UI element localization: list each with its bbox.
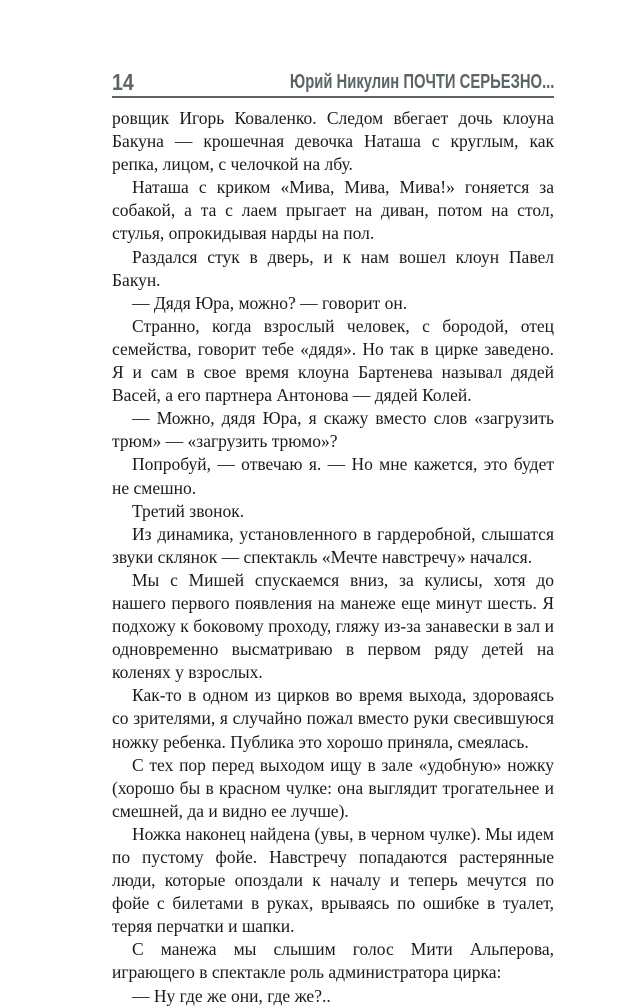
paragraph: Странно, когда взрослый человек, с бородой, отец семейства, говорит тебе «дядя». Но так в цирке заведено. Я и сам в свое время клоуна Бартенева называл дядей Васей, а его партнера Антонова — дядей Колей. [112,315,554,406]
paragraph: — Дядя Юра, можно? — говорит он. [132,292,408,313]
paragraph: Попробуй, — отвечаю я. — Но мне кажется, это будет не смешно. [112,454,554,498]
running-title: Юрий Никулин ПОЧТИ СЕРЬЕЗНО... [289,71,554,93]
paragraph: Как-то в одном из цирков во время выхода, здороваясь со зрителями, я случайно пожал вместо руки свесившуюся ножку ребенка. Публика это хорошо приняла, смеялась. [112,685,554,752]
paragraph: — Можно, дядя Юра, я скажу вместо слов «загрузить трюм» — «загрузить трюмо»? [112,408,554,452]
paragraph: Ножка наконец найдена (увы, в черном чулке). Мы идем по пустому фойе. Навстречу попадаются растерянные люди, которые опоздали к началу и теперь мечутся по фойе с билетами в руках, врываясь по ошибке в туалет, теряя перчатки и шапки. [112,823,554,937]
paragraph: — Ну где же они, где же?.. [132,985,331,1006]
page-header [112,60,554,94]
page-number: 14 [112,69,134,95]
paragraph: Раздался стук в дверь, и к нам вошел клоун Павел Бакун. [112,246,554,290]
paragraph: Наташа с криком «Мива, Мива, Мива!» гоняется за собакой, а та с лаем прыгает на диван, потом на стол, стулья, опрокидывая нарды на пол. [112,177,554,244]
body-text [112,107,554,1008]
paragraph: Из динамика, установленного в гардеробной, слышатся звуки склянок — спектакль «Мечте навстречу» начался. [112,523,554,567]
paragraph: ровщик Игорь Коваленко. Следом вбегает дочь клоуна Бакуна — крошечная девочка Наташа с круглым, как репка, лицом, с челочкой на лбу. [112,108,554,175]
header-rule [112,96,554,98]
paragraph: С манежа мы слышим голос Мити Альперова, играющего в спектакле роль администратора цирка: [112,939,554,983]
paragraph: Мы с Мишей спускаемся вниз, за кулисы, хотя до нашего первого появления на манеже еще минут шесть. Я подхожу к боковому проходу, гляжу из-за занавески в зал и одновременно высматриваю в первом ряду детей на коленях у взрослых. [112,569,554,683]
paragraph: Третий звонок. [132,500,245,521]
paragraph: С тех пор перед выходом ищу в зале «удобную» ножку (хорошо бы в красном чулке: она выглядит трогательнее и смешней, да и видно ее лучше). [112,754,554,821]
